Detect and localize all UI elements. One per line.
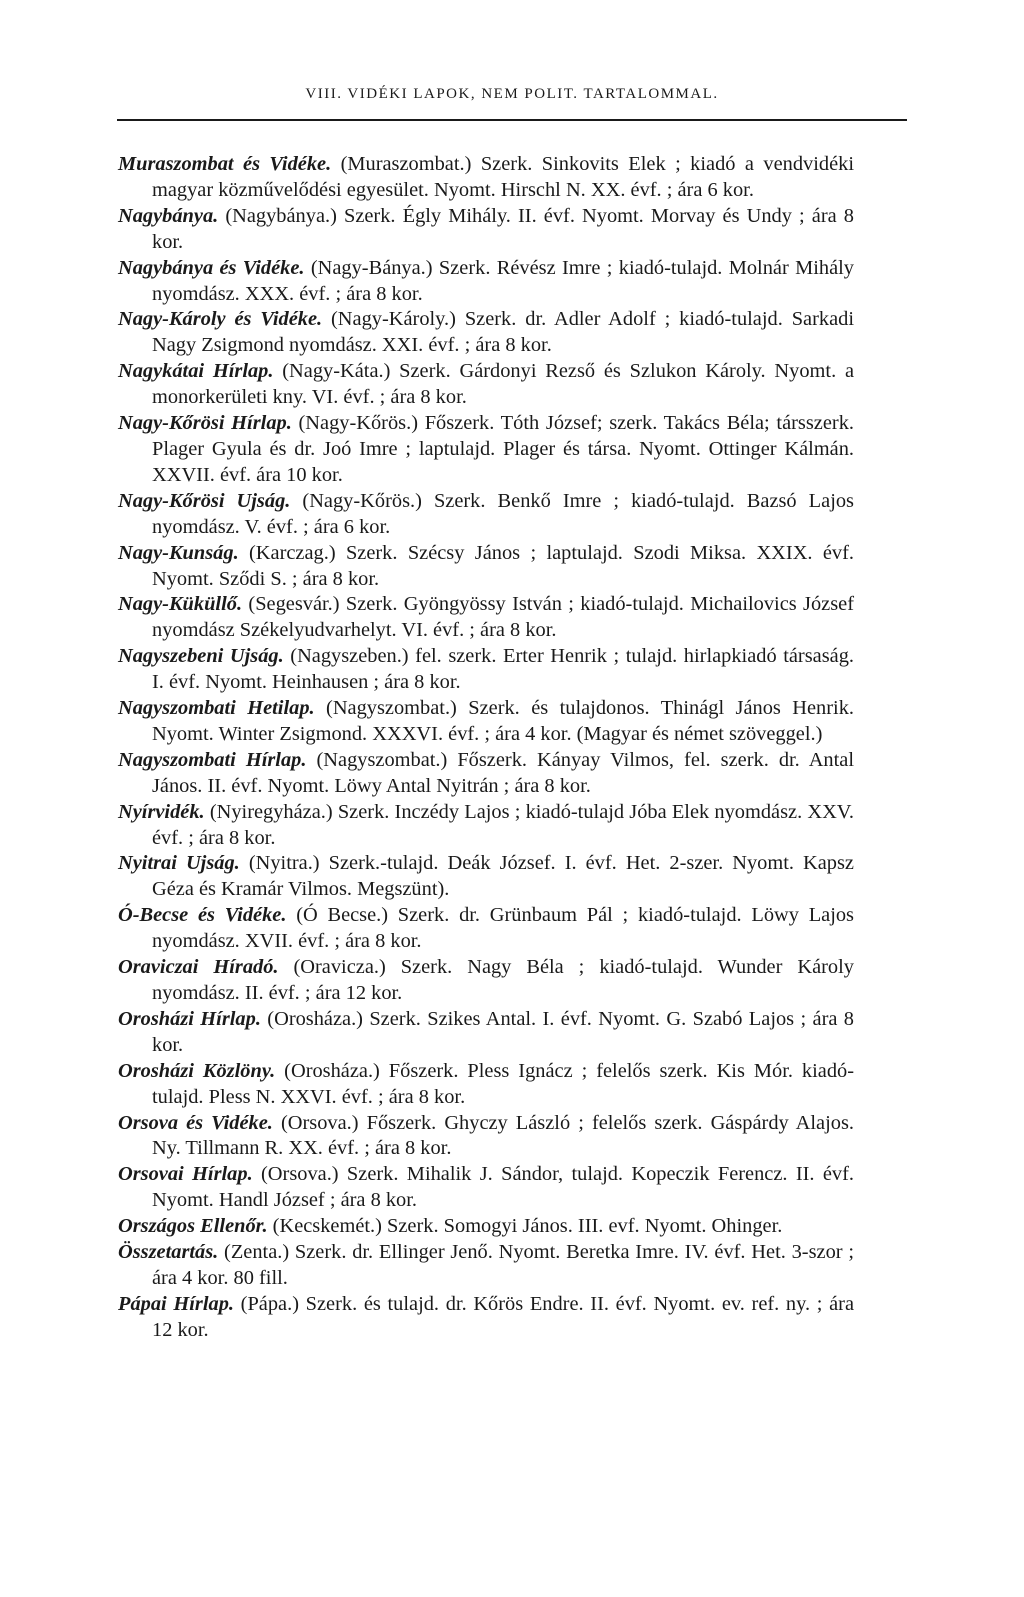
entry-title: Nagykátai Hírlap. bbox=[118, 360, 274, 383]
list-item bbox=[118, 152, 854, 204]
list-item bbox=[118, 644, 854, 696]
entry-title: Orsova és Vidéke. bbox=[118, 1111, 273, 1134]
entry-details: (Pápa.) Szerk. és tulajd. dr. Kőrös Endre. II. évf. Nyomt. ev. ref. ny. ; ára 12 kor. bbox=[152, 1292, 854, 1341]
entry-title: Nyitrai Ujság. bbox=[118, 852, 240, 875]
entry-details: (Nyitra.) Szerk.-tulajd. Deák József. I. évf. Het. 2-szer. Nyomt. Kapsz Géza és Kramár Vilmos. Megszünt). bbox=[152, 852, 854, 901]
list-item bbox=[118, 1240, 854, 1292]
entry-details: (Ó Becse.) Szerk. dr. Grünbaum Pál ; kiadó-tulajd. Löwy Lajos nyomdász. XVII. évf. ; ára 8 kor. bbox=[152, 904, 854, 953]
entry-title: Nagyszombati Hetilap. bbox=[118, 697, 315, 720]
entry-title: Nyírvidék. bbox=[118, 800, 205, 823]
entry-title: Nagy-Kőrösi Ujság. bbox=[118, 489, 291, 512]
list-item bbox=[118, 1007, 854, 1059]
entry-title: Orsovai Hírlap. bbox=[118, 1163, 253, 1186]
entry-title: Ó-Becse és Vidéke. bbox=[118, 904, 287, 927]
list-item bbox=[118, 1162, 854, 1214]
entry-details: (Orosháza.) Főszerk. Pless Ignácz ; felelős szerk. Kis Mór. kiadó-tulajd. Pless N. XXVI. évf. ; ára 8 kor. bbox=[152, 1059, 855, 1108]
entry-title: Országos Ellenőr. bbox=[118, 1215, 268, 1238]
entry-details: (Karczag.) Szerk. Szécsy János ; laptulajd. Szodi Miksa. XXIX. évf. Nyomt. Sződi S. ; ára 8 kor. bbox=[152, 541, 854, 590]
entry-details: (Nagy-Káta.) Szerk. Gárdonyi Rezső és Szlukon Károly. Nyomt. a monorkerületi kny. VI. évf. ; ára 8 kor. bbox=[152, 360, 854, 409]
list-item bbox=[118, 411, 854, 489]
entry-details: (Nagy-Kőrös.) Főszerk. Tóth József; szerk. Takács Béla; társszerk. Plager Gyula és dr. Joó Imre ; laptulajd. Plager és társa. Nyomt. Ottinger Kálmán. XXVII. évf. ára 10 kor. bbox=[152, 412, 854, 486]
entry-title: Nagyszombati Hírlap. bbox=[118, 748, 307, 771]
list-item bbox=[118, 851, 854, 903]
list-item bbox=[118, 592, 854, 644]
entry-title: Nagy-Kunság. bbox=[118, 541, 239, 564]
list-item bbox=[118, 1292, 854, 1344]
list-item bbox=[118, 748, 854, 800]
entry-title: Pápai Hírlap. bbox=[118, 1292, 234, 1315]
entry-title: Oraviczai Híradó. bbox=[118, 956, 279, 979]
running-header: VIII. VIDÉKI LAPOK, NEM POLIT. TARTALOMMAL. bbox=[305, 86, 719, 102]
entry-title: Nagyszebeni Ujság. bbox=[118, 645, 284, 668]
list-item bbox=[118, 696, 854, 748]
entry-details: (Nagyszeben.) fel. szerk. Erter Henrik ; tulajd. hirlapkiadó társaság. I. évf. Nyomt. Heinhausen ; ára 8 kor. bbox=[152, 645, 854, 694]
entry-details: (Nagyszombat.) Főszerk. Kányay Vilmos, fel. szerk. dr. Antal János. II. évf. Nyomt. Löwy Antal Nyitrán ; ára 8 kor. bbox=[152, 748, 854, 797]
entry-title: Nagybánya. bbox=[118, 204, 219, 227]
entry-details: (Orsova.) Szerk. Mihalik J. Sándor, tulajd. Kopeczik Ferencz. II. évf. Nyomt. Handl József ; ára 8 kor. bbox=[152, 1163, 854, 1212]
entry-title: Nagy-Küküllő. bbox=[118, 593, 243, 616]
entry-title: Nagybánya és Vidéke. bbox=[118, 256, 305, 279]
entry-title: Orosházi Hírlap. bbox=[118, 1007, 261, 1030]
entry-details: (Orosháza.) Szerk. Szikes Antal. I. évf. Nyomt. G. Szabó Lajos ; ára 8 kor. bbox=[152, 1007, 854, 1056]
list-item bbox=[118, 307, 854, 359]
entry-details: (Kecskemét.) Szerk. Somogyi János. III. evf. Nyomt. Ohinger. bbox=[267, 1215, 783, 1238]
entry-details: (Nyiregyháza.) Szerk. Inczédy Lajos ; kiadó-tulajd Jóba Elek nyomdász. XXV. évf. ; ára 8 kor. bbox=[152, 800, 854, 849]
entry-title: Összetartás. bbox=[118, 1241, 219, 1264]
list-item bbox=[118, 800, 854, 852]
entry-details: (Nagy-Kőrös.) Szerk. Benkő Imre ; kiadó-tulajd. Bazsó Lajos nyomdász. V. évf. ; ára 6 kor. bbox=[152, 489, 854, 538]
entry-list bbox=[118, 152, 854, 1344]
list-item bbox=[118, 359, 854, 411]
entry-details: (Nagybánya.) Szerk. Égly Mihály. II. évf. Nyomt. Morvay és Undy ; ára 8 kor. bbox=[152, 204, 854, 253]
list-item bbox=[118, 204, 854, 256]
list-item bbox=[118, 1214, 854, 1240]
list-item bbox=[118, 955, 854, 1007]
list-item bbox=[118, 1111, 854, 1163]
list-item bbox=[118, 541, 854, 593]
entry-details: (Muraszombat.) Szerk. Sinkovits Elek ; kiadó a vendvidéki magyar közművelődési egyesület. Nyomt. Hirschl N. XX. évf. ; ára 6 kor. bbox=[152, 153, 854, 201]
entry-title: Orosházi Közlöny. bbox=[118, 1059, 276, 1082]
list-item bbox=[118, 1059, 854, 1111]
entry-details: (Orsova.) Főszerk. Ghyczy László ; felelős szerk. Gáspárdy Alajos. Ny. Tillmann R. XX. évf. ; ára 8 kor. bbox=[152, 1111, 854, 1160]
entry-details: (Nagy-Károly.) Szerk. dr. Adler Adolf ; kiadó-tulajd. Sarkadi Nagy Zsigmond nyomdász. XXI. évf. ; ára 8 kor. bbox=[152, 308, 854, 357]
entry-details: (Segesvár.) Szerk. Gyöngyössy István ; kiadó-tulajd. Michailovics József nyomdász Székelyudvarhelyt. VI. évf. ; ára 8 kor. bbox=[152, 593, 854, 642]
entry-title: Nagy-Kőrösi Hírlap. bbox=[118, 412, 292, 435]
entry-title: Muraszombat és Vidéke. bbox=[118, 153, 332, 175]
entry-details: (Nagy-Bánya.) Szerk. Révész Imre ; kiadó-tulajd. Molnár Mihály nyomdász. XXX. évf. ; ára 8 kor. bbox=[152, 256, 854, 305]
header-rule bbox=[117, 119, 907, 121]
entry-details: (Nagyszombat.) Szerk. és tulajdonos. Thinágl János Henrik. Nyomt. Winter Zsigmond. XXXVI. évf. ; ára 4 kor. (Magyar és német szöveggel.) bbox=[152, 697, 854, 745]
list-item bbox=[118, 489, 854, 541]
list-item bbox=[118, 256, 854, 308]
entry-title: Nagy-Károly és Vidéke. bbox=[118, 308, 323, 331]
entry-details: (Zenta.) Szerk. dr. Ellinger Jenő. Nyomt. Beretka Imre. IV. évf. Het. 3-szor ; ára 4 kor. 80 fill. bbox=[152, 1241, 854, 1289]
entry-details: (Oravicza.) Szerk. Nagy Béla ; kiadó-tulajd. Wunder Károly nyomdász. II. évf. ; ára 12 kor. bbox=[152, 956, 854, 1004]
list-item bbox=[118, 903, 854, 955]
